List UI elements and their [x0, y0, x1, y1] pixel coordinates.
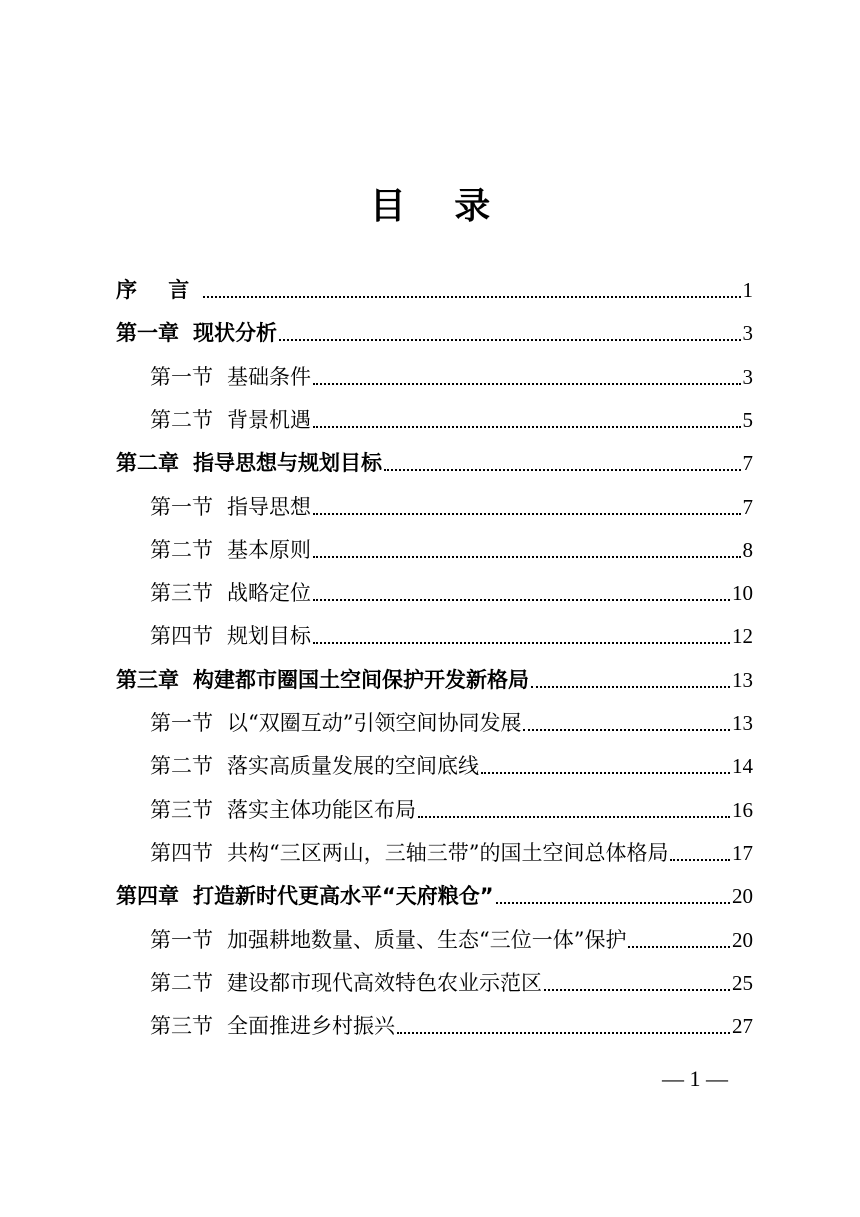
dot-leader	[313, 382, 741, 385]
entry-page: 27	[732, 1014, 753, 1038]
entry-title: 全面推进乡村振兴	[227, 1014, 395, 1038]
toc-entry[interactable]	[150, 534, 753, 574]
entry-number: 第三节	[150, 798, 213, 822]
toc-entry[interactable]	[116, 317, 753, 357]
toc-entry[interactable]	[150, 750, 753, 790]
dot-leader	[496, 901, 730, 904]
dot-leader	[544, 988, 730, 991]
dot-leader	[397, 1031, 730, 1034]
dot-leader	[203, 295, 740, 298]
dot-leader	[481, 771, 730, 774]
entry-number: 第二节	[150, 408, 213, 432]
entry-page: 16	[732, 798, 753, 822]
toc-entry[interactable]	[150, 707, 753, 747]
entry-page: 12	[732, 624, 753, 648]
entry-title: 落实主体功能区布局	[227, 798, 416, 822]
dot-leader	[523, 728, 730, 731]
toc-entry[interactable]	[150, 404, 753, 444]
toc-entry[interactable]	[150, 491, 753, 531]
entry-page: 14	[732, 754, 753, 778]
entry-page: 5	[742, 408, 753, 432]
toc-entry[interactable]	[150, 924, 753, 964]
entry-page: 17	[732, 841, 753, 865]
entry-number: 第二节	[150, 538, 213, 562]
entry-title: 建设都市现代高效特色农业示范区	[227, 971, 542, 995]
toc-entry[interactable]	[150, 361, 753, 401]
entry-title: 规划目标	[227, 624, 311, 648]
entry-number: 第三节	[150, 581, 213, 605]
entry-number: 第三节	[150, 1014, 213, 1038]
entry-title: 现状分析	[193, 321, 277, 345]
toc-entry[interactable]	[150, 837, 753, 877]
entry-title: 指导思想与规划目标	[193, 451, 382, 475]
dot-leader	[313, 555, 741, 558]
page-title: 目 录	[369, 185, 509, 227]
entry-number: 序 言	[116, 278, 202, 302]
entry-title: 以“双圈互动”引领空间协同发展	[227, 711, 522, 735]
entry-number: 第四节	[150, 624, 213, 648]
dot-leader	[279, 338, 741, 341]
entry-number: 第二节	[150, 971, 213, 995]
entry-title: 共构“三区两山，三轴三带”的国土空间总体格局	[227, 841, 669, 865]
entry-number: 第二章	[116, 451, 179, 475]
entry-number: 第四节	[150, 841, 213, 865]
entry-number: 第四章	[116, 884, 179, 908]
dot-leader	[313, 425, 741, 428]
dot-leader	[628, 945, 730, 948]
entry-page: 10	[732, 581, 753, 605]
entry-title: 构建都市圈国土空间保护开发新格局	[193, 668, 529, 692]
entry-title: 战略定位	[227, 581, 311, 605]
dot-leader	[313, 641, 730, 644]
entry-number: 第一节	[150, 365, 213, 389]
entry-title: 打造新时代更高水平“天府粮仓”	[193, 884, 494, 908]
entry-page: 20	[732, 884, 753, 908]
entry-number: 第一节	[150, 928, 213, 952]
toc-entry[interactable]	[116, 274, 753, 314]
entry-number: 第三章	[116, 668, 179, 692]
dot-leader	[531, 685, 730, 688]
entry-title: 落实高质量发展的空间底线	[227, 754, 479, 778]
toc-entry[interactable]	[150, 794, 753, 834]
entry-title: 指导思想	[227, 495, 311, 519]
page-number-footer: — 1 —	[662, 1066, 728, 1091]
entry-page: 3	[742, 365, 753, 389]
dot-leader	[384, 468, 741, 471]
toc-entry[interactable]	[150, 577, 753, 617]
entry-title: 背景机遇	[227, 408, 311, 432]
entry-page: 7	[742, 451, 753, 475]
entry-page: 20	[732, 928, 753, 952]
toc-entry[interactable]	[150, 1010, 753, 1050]
entry-title: 加强耕地数量、质量、生态“三位一体”保护	[227, 928, 627, 952]
toc-entry[interactable]	[116, 447, 753, 487]
dot-leader	[670, 858, 730, 861]
entry-number: 第一节	[150, 495, 213, 519]
entry-page: 25	[732, 971, 753, 995]
toc-entry[interactable]	[116, 664, 753, 704]
entry-page: 13	[732, 711, 753, 735]
toc-entry[interactable]	[150, 620, 753, 660]
dot-leader	[313, 512, 741, 515]
dot-leader	[418, 815, 730, 818]
entry-title: 基本原则	[227, 538, 311, 562]
entry-number: 第二节	[150, 754, 213, 778]
entry-page: 7	[742, 495, 753, 519]
entry-number: 第一节	[150, 711, 213, 735]
entry-number: 第一章	[116, 321, 179, 345]
entry-title: 基础条件	[227, 365, 311, 389]
dot-leader	[313, 598, 730, 601]
entry-page: 8	[742, 538, 753, 562]
entry-page: 13	[732, 668, 753, 692]
entry-page: 3	[742, 321, 753, 345]
toc-entry[interactable]	[116, 880, 753, 920]
entry-page: 1	[742, 278, 753, 302]
toc-entry[interactable]	[150, 967, 753, 1007]
